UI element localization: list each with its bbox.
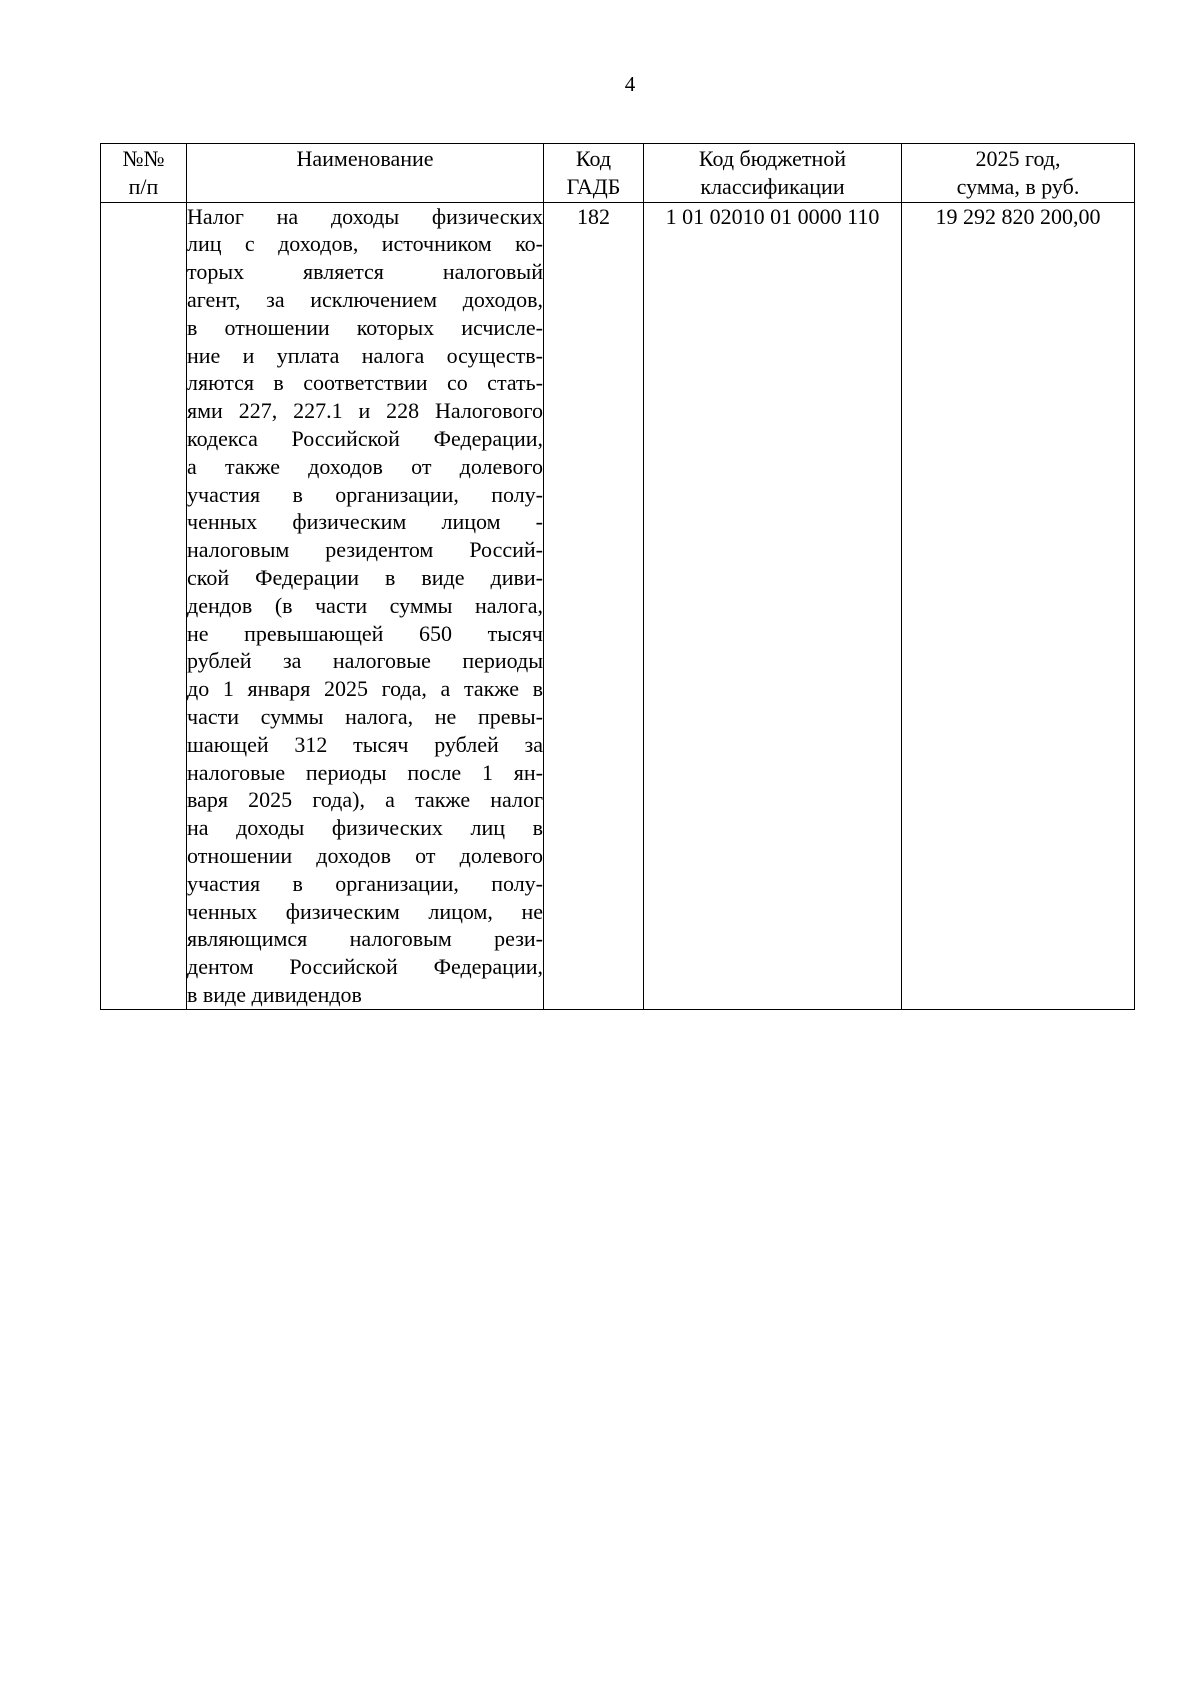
name-text-line: ляются в соответствии со стать-: [187, 370, 543, 396]
name-text-line: являющимся налоговым рези-: [187, 926, 543, 952]
header-kbk-line: Код бюджетной: [698, 146, 847, 171]
name-text-line: дентом Российской Федерации,: [187, 954, 543, 980]
cell-kbk: 1 01 02010 01 0000 110: [644, 202, 902, 1009]
header-kbk-line: классификации: [700, 173, 845, 199]
cell-sum: 19 292 820 200,00: [902, 202, 1135, 1009]
name-text-line: ской Федерации в виде диви-: [187, 564, 543, 590]
cell-gadb: 182: [544, 202, 644, 1009]
name-text-line: ченных физическим лицом -: [187, 509, 543, 535]
name-text-line: в виде дивидендов: [187, 981, 362, 1007]
header-sum-line: сумма, в руб.: [956, 173, 1080, 199]
header-gadb: [544, 144, 644, 203]
header-name: [187, 144, 544, 203]
name-text-line: участия в организации, полу-: [187, 481, 543, 507]
header-num-line: №№: [122, 146, 165, 171]
name-text-line: отношении доходов от долевого: [187, 842, 543, 868]
name-text-line: лиц с доходов, источником ко-: [187, 231, 543, 257]
name-text-line: налоговые периоды после 1 ян-: [187, 759, 543, 785]
name-text-line: варя 2025 года), а также налог: [187, 787, 543, 813]
name-text-line: ченных физическим лицом, не: [187, 898, 543, 924]
name-text-line: шающей 312 тысяч рублей за: [187, 731, 543, 757]
header-gadb-line: Код: [575, 146, 612, 171]
header-kbk: [644, 144, 902, 203]
table-row: [101, 202, 1135, 1009]
header-gadb-line: ГАДБ: [566, 173, 621, 199]
name-text-line: а также доходов от долевого: [187, 453, 543, 479]
table-header-row: [101, 144, 1135, 203]
name-text-line: агент, за исключением доходов,: [187, 286, 543, 312]
header-name-line: Наименование: [296, 146, 434, 171]
name-text-line: до 1 января 2025 года, а также в: [187, 676, 543, 702]
name-text-line: на доходы физических лиц в: [187, 815, 543, 841]
name-text-line: торых является налоговый: [187, 259, 543, 285]
name-text-line: Налог на доходы физических: [187, 203, 543, 229]
name-text-line: участия в организации, полу-: [187, 870, 543, 896]
header-num: [101, 144, 187, 203]
header-sum: [902, 144, 1135, 203]
cell-name: [187, 202, 544, 1009]
name-text-line: в отношении которых исчисле-: [187, 314, 543, 340]
cell-num: [101, 202, 187, 1009]
name-text-line: рублей за налоговые периоды: [187, 648, 543, 674]
header-sum-line: 2025 год,: [975, 146, 1061, 171]
name-text-line: ями 227, 227.1 и 228 Налогового: [187, 398, 543, 424]
name-text-line: дендов (в части суммы налога,: [187, 592, 543, 618]
name-text-line: не превышающей 650 тысяч: [187, 620, 543, 646]
name-text-line: кодекса Российской Федерации,: [187, 425, 543, 451]
revenue-table: [100, 143, 1135, 1010]
page-number: 4: [624, 72, 636, 96]
header-num-line: п/п: [128, 173, 159, 199]
name-text-line: части суммы налога, не превы-: [187, 703, 543, 729]
name-text-line: налоговым резидентом Россий-: [187, 537, 543, 563]
name-text-line: ние и уплата налога осуществ-: [187, 342, 543, 368]
